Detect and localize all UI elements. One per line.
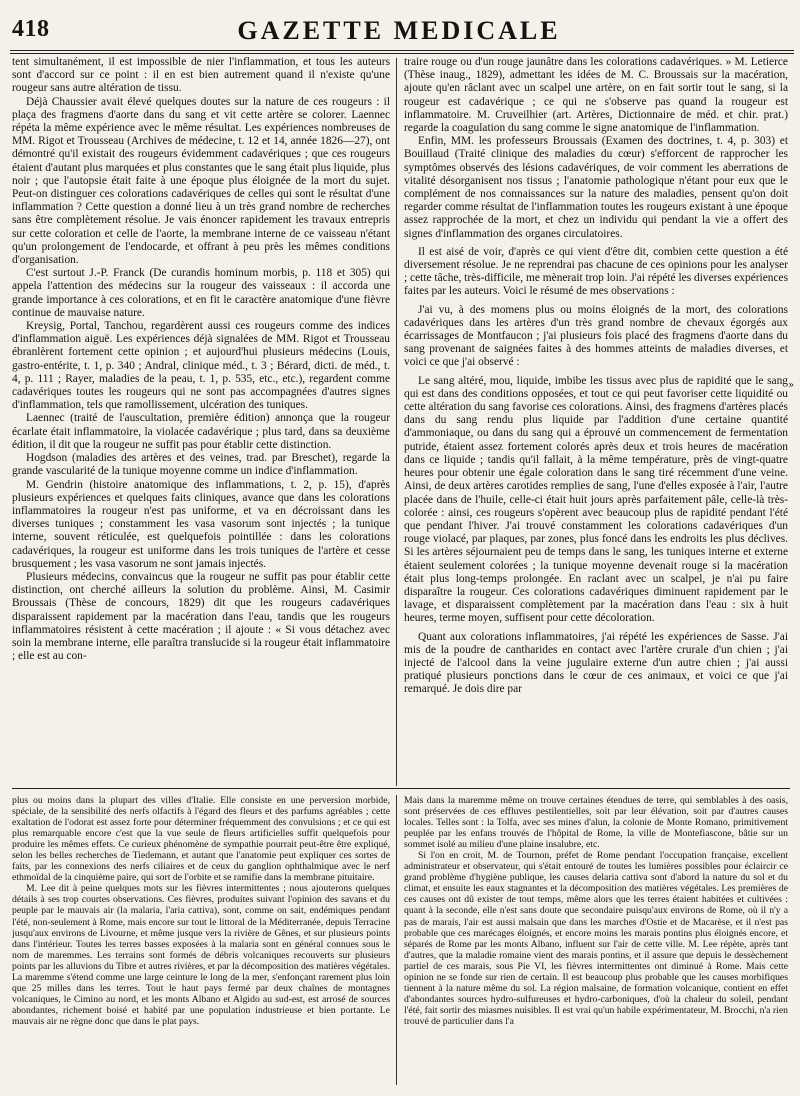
paragraph: Quant aux colorations inflammatoires, j'ai répété les expériences de Sasse. J'ai mis de la poudre de cantharides en contact avec l'artère crurale d'un chien ; j'ai injecté de l'alcool dans la veine jugulaire externe d'un autre chien ; j'ai aussi pratiqué plusieurs ponctions dans le cœur de ces animaux, et voici ce que j'ai remarqué. Je dois dire par (404, 630, 788, 696)
page-number: 418 (12, 16, 50, 42)
left-bottom-column (12, 795, 390, 1087)
paragraph: C'est surtout J.-P. Franck (De curandis hominum morbis, p. 118 et 305) qui appela l'attention des médecins sur la rougeur des vaisseaux : il accorda une grande importance à ces colorations, et en fit le caractère anatomique d'une fièvre continue de mauvaise nature. (12, 267, 390, 319)
paragraph: Le sang altéré, mou, liquide, imbibe les tissus avec plus de rapidité que le sang qui est dans des conditions opposées, et tout ce qui peut favoriser cette liquidité ou cette altération du sang favorise ces colorations. Ainsi, des fragmens d'artères placés dans du sang rendu plus liquide par l'addition d'une certaine quantité d'ammoniaque, ou dans du sang qui a éprouvé un commencement de fermentation putride, étaient assez fortement colorés après deux et trois heures de macération dans ce liquide ; tandis qu'il fallait, à la même température, près de vingt-quatre heures pour obtenir une égale coloration dans le sang tiré récemment d'une veine. Ainsi, de deux artères carotides remplies de sang, l'une d'elles exposée à l'air, l'autre placée dans de l'huile, celle-ci était huit jours après parfaitement pâle, celle-là très-colorée : ainsi, ces rougeurs s'opèrent avec beaucoup plus de rapidité pendant l'été que pendant l'hiver. J'ai trouvé constamment les colorations cadavériques d'un rouge violacé, par plaques, par zones, plus foncé dans les endroits les plus déclives. Si les artères séjournaient peu de temps dans le sang, les tuniques interne et externe étaient seulement colorées ; la tunique moyenne devenait rouge si la macération était plus long-temps prolongée. En raclant avec un scalpel, je n'ai pu faire disparaître la rougeur. Ces colorations cadavériques diminuent rapidement par le lavage, et disparaissent complètement par la macération dans l'eau : six à huit heures, terme moyen, suffisent pour cette décoloration. (404, 374, 788, 625)
right-top-column (404, 56, 788, 784)
left-top-column (12, 56, 390, 784)
paragraph: tent simultanément, il est impossible de nier l'inflammation, et tous les auteurs sont d'accord sur ce point : il en est bien autrement quand il n'existe qu'une rougeur sans autre altération de tissu. (12, 56, 390, 95)
margin-mark: » (788, 380, 795, 391)
paragraph: Mais dans la maremme même on trouve certaines étendues de terre, qui semblables à des oasis, sont préservées de ces effluves pestilentielles, soit par leur élévation, soit par d'autres causes locales. Telles sont : la Tolfa, avec ses mines d'alun, la colonie de Monte Romano, primitivement peuplée par les enfans trouvés de l'hôpital de Rome, la ville de Montefiascone, bâtie sur un sommet isolé au milieu d'une plaine insalubre, etc. (404, 795, 788, 851)
journal-title: GAZETTE MEDICALE (237, 16, 561, 45)
paragraph: Laennec (traité de l'auscultation, première édition) annonça que la rougeur écarlate était inflammatoire, la violacée cadavérique ; plus tard, dans sa deuxième édition, il dit que la rougeur ne suffit pas pour établir cette distinction. (12, 412, 390, 451)
paragraph: plus ou moins dans la plupart des villes d'Italie. Elle consiste en une perversion morbide, spéciale, de la sensibilité des nerfs olfactifs à l'égard des fleurs et des parfums agréables ; cette exaltation de l'odorat est assez forte pour déterminer fréquemment des convulsions ; et ce qui est plus remarquable encore c'est que la vue seule de fleurs artificielles suffit quelquefois pour produire les mêmes effets. Ce curieux phénomène de sympathie pourrait peut-être être expliqué, selon les belles recherches de Tiedemann, et autant que l'anatomie peut expliquer ces sortes de faits, par les connexions des nerfs ciliaires et de ceux du ganglion ophthalmique avec le nerf ethmoïdal de la cinquième paire, qui sort de l'orbite et se ramifie dans la membrane pituitaire. (12, 795, 390, 884)
paragraph: Plusieurs médecins, convaincus que la rougeur ne suffit pas pour établir cette distinction, ont cherché ailleurs la solution du problème. Ainsi, M. Casimir Broussais (Thèse de concours, 1829) dit que les rougeurs cadavériques disparaissent rapidement par la macération dans l'eau, tandis que les rougeurs inflammatoires résistent à cette macération ; il ajoute : « Si vous détachez avec soin la membrane interne, elle paraîtra translucide si la rougeur était inflammatoire ; elle est au con- (12, 570, 390, 663)
paragraph: Déjà Chaussier avait élevé quelques doutes sur la nature de ces rougeurs : il plaça des fragmens d'aorte dans du sang et vit cette artère se colorer. Laennec répéta la même expérience avec le même résultat. Les expériences nombreuses de MM. Rigot et Trousseau (Archives de médecine, t. 12 et 14, année 1826—27), ont démontré qu'il existait des rougeurs évidemment cadavériques ; que ces rougeurs étaient d'autant plus marquées et plus constantes que le sang était plus liquide, plus noir ; que l'autopsie était faite à une époque plus éloignée de la mort du sujet. Peut-on distinguer ces colorations cadavériques de celles qui sont le résultat d'une inflammation ? Cette question a donné lieu à un très grand nombre de recherches sans être complètement résolue. Je vais énoncer rapidement les travaux entrepris sur cette coloration et celle de l'aorte, la membrane interne de ce vaisseau n'étant qu'un prolongement de l'endocarde, et offrant à peu près les mêmes conditions d'organisation. (12, 95, 390, 267)
paragraph: M. Lee dit à peine quelques mots sur les fièvres intermittentes ; nous ajouterons quelques détails à ses trop courtes observations. Ces fièvres, produites suivant l'opinion des savans et du peuple par le mauvais air (la malaria, l'aria cattiva), sont, comme on sait, endémiques pendant l'été, non-seulement à Rome, mais encore sur tout le littoral de la Méditerranée, depuis Terracine jusqu'aux environs de Livourne, et même jusque vers la rivière de Gênes, et sur plusieurs points dans l'intérieur. Toutes les terres basses exposées à la malaria sont en général connues sous le nom de maremmes. Les terrains sont formés de débris volcaniques recouverts sur plusieurs points par les alluvions du Tibre et autres rivières, et par la décomposition des matières végétales. La maremme s'étend comme une large ceinture le long de la mer, s'enfonçant rarement plus loin que 25 milles dans les terres. Tout le haut pays fermé par deux chaînes de montagnes volcaniques, le Cimino au nord, et les monts Albano et Algido au sud-est, est arrosé de sources abondantes, richement boisé et habité par une population industrieuse et bien portante. Le mauvais air ne règne donc que dans le plat pays. (12, 883, 390, 1027)
header-rule (10, 50, 794, 51)
section-rule (12, 788, 790, 789)
header-rule-thin (10, 53, 794, 54)
right-bottom-column (404, 795, 788, 1087)
paragraph: M. Gendrin (histoire anatomique des inflammations, t. 2, p. 15), d'après plusieurs expériences et quelques faits cliniques, avance que dans les colorations inflammatoires la rougeur n'est pas uniforme, et va en décroissant dans les diverses tuniques ; constamment les vasa vasorum sont injectés ; la tunique interne, souvent réticulée, est quelquefois pointillée : dans les colorations cadavériques, la rougeur est uniforme dans les trois tuniques de l'artère et cesse brusquement ; les vasa vasorum ne sont jamais injectés. (12, 478, 390, 570)
column-divider (396, 58, 397, 786)
paragraph: J'ai vu, à des momens plus ou moins éloignés de la mort, des colorations cadavériques dans les artères d'un très grand nombre de chevaux égorgés aux écarrissages de Montfaucon ; j'ai plusieurs fois placé des fragmens d'aorte dans du sang provenant de saignées faites à des hommes atteints de maladies diverses, et voici ce que j'ai observé : (404, 303, 788, 369)
page-header (6, 4, 792, 44)
paragraph: Enfin, MM. les professeurs Broussais (Examen des doctrines, t. 4, p. 303) et Bouillaud (Traité clinique des maladies du cœur) s'efforcent de rapprocher les symptômes observés des lésions cadavériques, de voir comment les aberrations de vitalité désorganisent nos tissus ; l'anatomie pathologique n'étant pour eux que le complément de nos connaissances sur la nature des maladies, pensent qu'on doit regarder comme résultat de l'inflammation toutes les rougeurs existant à une époque assez rapprochée de la mort, et chez un individu qui pendant la vie a offert des signes d'inflammation des organes circulatoires. (404, 135, 788, 240)
paragraph: Il est aisé de voir, d'après ce qui vient d'être dit, combien cette question a été diversement résolue. Je ne reprendrai pas chacune de ces opinions pour les analyser ; cette tâche, très-difficile, me mènerait trop loin. J'ai répété les diverses expériences faites par les auteurs. Voici le résumé de mes observations : (404, 245, 788, 298)
paragraph: Si l'on en croit, M. de Tournon, préfet de Rome pendant l'occupation française, excellent administrateur et observateur, qui s'était entouré de toutes les lumières possibles pour éclaircir ce grand problème d'hygiène publique, les causes delaria cattiva sont d'abord la nature du sol et du climat, et ensuite les eaux stagnantes et la décomposition des matières végétales. Les premières de ces causes ont dû exister de tout temps, même alors que les terres étaient habitées et cultivées : quant à la seconde, elle n'est sans doute que secondaire puisqu'aux environs de Rome, où il n'y a pas de marais, l'air est aussi malsain que dans les marches d'Ostie et de Macarèse, et il n'est pas probable que ces marécages éloignés, et encore moins les marais pontins plus éloignés encore, et séparés de Rome par les monts Albano, influent sur l'air de cette ville. M. Lee répète, après tant d'autres, que la maladie romaine vient des marais pontins, et il assure que depuis le dessèchement partiel de ces marais, sous Pie VI, les fièvres intermittentes ont diminué à Rome. Mais cette opinion ne se fonde sur rien de certain. Il est beaucoup plus probable que les causes morbifiques tiennent à la nature même du sol. La région malsaine, de formation volcanique, contient en effet d'abondantes sources hydro-sulfureuses et hydro-carboniques, d'où la chaleur du soleil, pendant l'été, fait sortir des miasmes nuisibles. Il est vrai qu'un habile expérimentateur, M. Brocchi, n'a rien trouvé de particulier dans l'a (404, 850, 788, 1027)
paragraph: Kreysig, Portal, Tanchou, regardèrent aussi ces rougeurs comme des indices d'inflammation aiguë. Les expériences déjà signalées de MM. Rigot et Trousseau ébranlèrent fortement cette opinion ; et aujourd'hui plusieurs médecins (Louis, gastro-entérite, t. 1, p. 340 ; Andral, clinique méd., t. 3 ; Bérard, dicti. de méd., t. 4, p. 111 ; Rayer, maladies de la peau, t. 1, p. 535, etc., etc.), regardent comme cadavériques toutes les rougeurs qui ne sont pas accompagnées d'autres signes d'inflammation, tels que ramollissement, ulcération des tuniques. (12, 320, 390, 412)
paragraph: traire rouge ou d'un rouge jaunâtre dans les colorations cadavériques. » M. Letierce (Thèse inaug., 1829), admettant les idées de M. C. Broussais sur la macération, ajoute qu'en râclant avec un scalpel une artère, on en fait sortir tout le sang, si la rougeur est cadavérique ; ce qui ne s'observe pas quand la rougeur est inflammatoire. M. Cruveilhier (art. Artères, Dictionnaire de méd. et chir. prat.) regarde la coagulation du sang comme le signe anatomique de l'inflammation. (404, 56, 788, 135)
column-divider-bottom (396, 795, 397, 1085)
paragraph: Hogdson (maladies des artères et des veines, trad. par Breschet), regarde la grande vascularité de la tunique moyenne comme un indice d'inflammation. (12, 452, 390, 478)
